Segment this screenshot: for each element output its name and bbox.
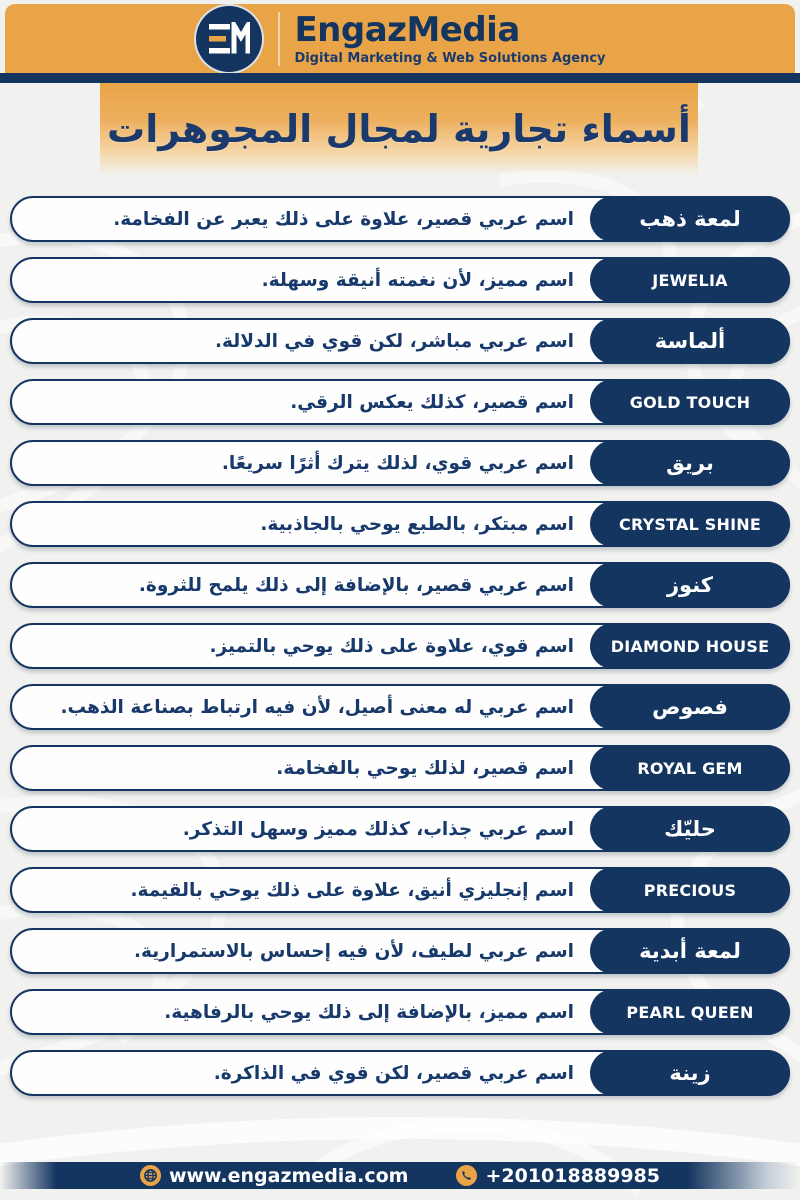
brand-name-pill: CRYSTAL SHINE	[590, 501, 790, 547]
footer-website-text: www.engazmedia.com	[168, 1164, 409, 1187]
brand-name-pill: PRECIOUS	[590, 867, 790, 913]
brand-names-list	[10, 196, 790, 1096]
header-band	[5, 4, 795, 73]
brand-description: اسم عربي قصير، لكن قوي في الذاكرة.	[213, 1062, 574, 1084]
list-item	[10, 196, 790, 242]
brand-name-pill: زينة	[590, 1050, 790, 1096]
brand-description: اسم مميز، بالإضافة إلى ذلك يوحي بالرفاهية.	[164, 1001, 574, 1023]
list-item	[10, 318, 790, 364]
list-item	[10, 501, 790, 547]
brand-description: اسم قصير، لذلك يوحي بالفخامة.	[276, 757, 574, 779]
brand-description: اسم قوي، علاوة على ذلك يوحي بالتميز.	[209, 635, 574, 657]
list-item	[10, 989, 790, 1035]
brand-name-pill: PEARL QUEEN	[590, 989, 790, 1035]
brand-description: اسم عربي له معنى أصيل، لأن فيه ارتباط بصناعة الذهب.	[60, 696, 574, 718]
brand-description: اسم مميز، لأن نغمته أنيقة وسهلة.	[261, 269, 574, 291]
brand-name-pill: كنوز	[590, 562, 790, 608]
brand-name-pill: حليّك	[590, 806, 790, 852]
brand-description: اسم قصير، كذلك يعكس الرقي.	[290, 391, 574, 413]
list-item	[10, 806, 790, 852]
list-item	[10, 562, 790, 608]
brand-name-pill: GOLD TOUCH	[590, 379, 790, 425]
footer-bar	[0, 1162, 800, 1189]
list-item	[10, 745, 790, 791]
title-banner	[100, 83, 698, 175]
brand-description: اسم عربي مباشر، لكن قوي في الدلالة.	[215, 330, 574, 352]
brand-name-pill: فصوص	[590, 684, 790, 730]
list-item	[10, 928, 790, 974]
list-item	[10, 440, 790, 486]
brand-tagline: Digital Marketing & Web Solutions Agency	[294, 50, 606, 66]
brand-description: اسم عربي قوي، لذلك يترك أثرًا سريعًا.	[221, 452, 574, 474]
brand-description: اسم عربي جذاب، كذلك مميز وسهل التذكر.	[182, 818, 574, 840]
brand-name-pill: بريق	[590, 440, 790, 486]
globe-icon	[140, 1165, 161, 1186]
brand-name-pill: لمعة أبدية	[590, 928, 790, 974]
list-item	[10, 1050, 790, 1096]
footer-phone	[456, 1165, 660, 1187]
logo-divider	[278, 12, 280, 66]
brand-description: اسم عربي قصير، بالإضافة إلى ذلك يلمح للثروة.	[138, 574, 574, 596]
list-item	[10, 257, 790, 303]
page-title: أسماء تجارية لمجال المجوهرات	[107, 107, 691, 151]
list-item	[10, 684, 790, 730]
footer-website	[140, 1165, 409, 1187]
list-item	[10, 623, 790, 669]
brand-name-pill: ألماسة	[590, 318, 790, 364]
brand-name-pill: لمعة ذهب	[590, 196, 790, 242]
brand-description: اسم عربي قصير، علاوة على ذلك يعبر عن الفخامة.	[113, 208, 574, 230]
list-item	[10, 867, 790, 913]
header-divider-bar	[0, 73, 800, 83]
brand-name-pill: ROYAL GEM	[590, 745, 790, 791]
brand-name: EngazMedia	[294, 9, 520, 50]
phone-icon	[456, 1165, 477, 1186]
logo-em-monogram-icon	[194, 4, 264, 74]
list-item	[10, 379, 790, 425]
logo	[194, 4, 605, 74]
brand-description: اسم مبتكر، بالطبع يوحي بالجاذبية.	[260, 513, 574, 535]
brand-name-pill: JEWELIA	[590, 257, 790, 303]
footer-phone-text: +201018889985	[485, 1164, 661, 1187]
brand-description: اسم عربي لطيف، لأن فيه إحساس بالاستمرارية.	[133, 940, 574, 962]
brand-description: اسم إنجليزي أنيق، علاوة على ذلك يوحي بالقيمة.	[130, 879, 574, 901]
brand-name-pill: DIAMOND HOUSE	[590, 623, 790, 669]
